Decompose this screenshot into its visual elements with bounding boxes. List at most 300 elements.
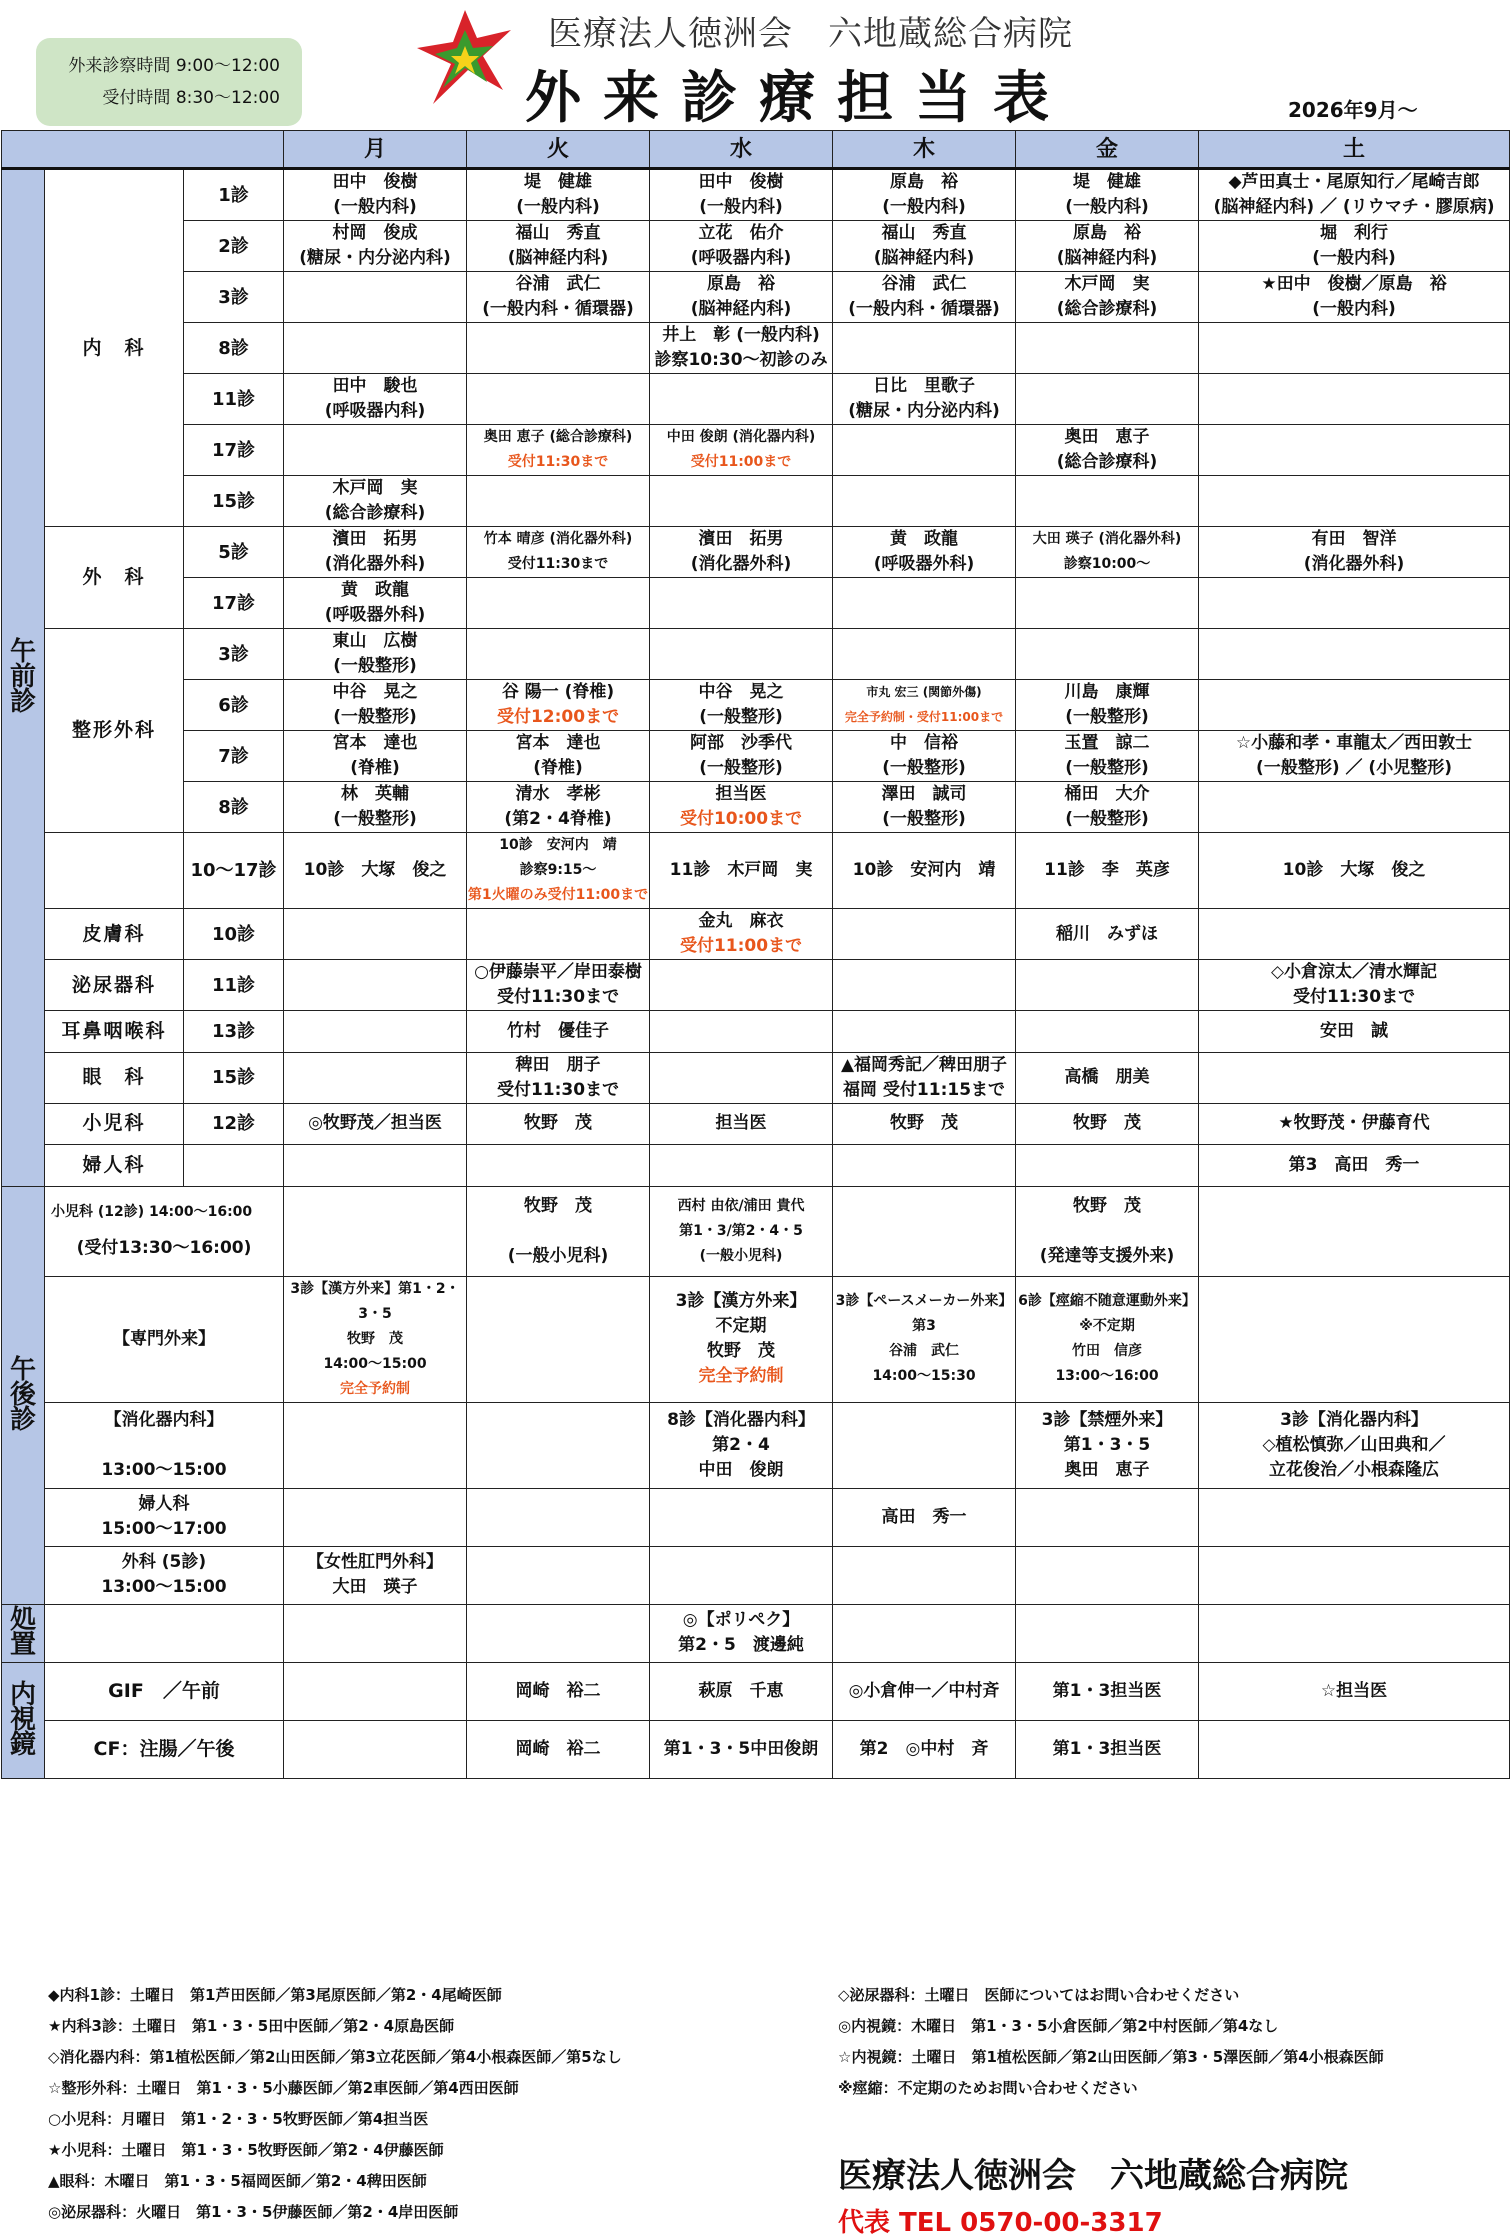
schedule-row (2, 1604, 1510, 1662)
schedule-cell (833, 1720, 1016, 1778)
room-slot: 7診 (184, 731, 284, 782)
schedule-cell (833, 323, 1016, 374)
doctor-entry: 竹本 晴彦 (消化器外科) 受付11:30まで (483, 531, 633, 572)
doctor-entry: 10診 大塚 俊之 (303, 860, 447, 880)
schedule-cell (1016, 1276, 1199, 1402)
doctor-entry: 宮本 達也 (脊椎) (332, 733, 418, 778)
schedule-cell (1016, 1488, 1199, 1546)
schedule-cell (833, 1011, 1016, 1053)
schedule-cell (467, 578, 650, 629)
consultation-hours: 外来診察時間 9:00～12:00 (68, 56, 280, 76)
schedule-cell (284, 731, 467, 782)
consultation-hours-box (36, 38, 302, 126)
schedule-cell (650, 833, 833, 909)
schedule-cell (650, 1720, 833, 1778)
schedule-row (2, 909, 1510, 960)
room-slot (184, 1145, 284, 1187)
reception-note: 完全予約制 (340, 1380, 411, 1397)
dept-name: 婦人科 (45, 1145, 184, 1187)
pm-label-bottom: (受付13:30～16:00) (76, 1237, 252, 1258)
doctor-entry: 高田 秀一 (881, 1506, 967, 1527)
schedule-cell (1016, 1546, 1199, 1604)
doctor-entry: 稲川 みずほ (1056, 923, 1159, 944)
doctor-entry: 原島 裕 (一般内科) (882, 172, 966, 217)
schedule-cell (467, 1662, 650, 1720)
endoscopy-label: GIF ／午前 (45, 1662, 284, 1720)
schedule-cell (284, 909, 467, 960)
schedule-row (2, 782, 1510, 833)
dept-naika: 内 科 (45, 169, 184, 527)
doctor-entry: 市丸 宏三 (関節外傷) (866, 685, 982, 699)
schedule-cell (833, 909, 1016, 960)
schedule-cell (284, 527, 467, 578)
day-header-row (2, 131, 1510, 169)
schedule-cell (833, 680, 1016, 731)
footnote: ◆内科1診：土曜日 第1芦田医師／第3尾原医師／第2・4尾崎医師 (48, 1986, 502, 2004)
schedule-cell (833, 1662, 1016, 1720)
doctor-entry: 谷 陽一 (脊椎) (501, 682, 615, 702)
doctor-entry: 林 英輔 (一般整形) (333, 784, 417, 829)
hospital-name: 医療法人徳洲会 六地蔵総合病院 (548, 14, 1073, 54)
room-slot: 17診 (184, 578, 284, 629)
schedule-cell (1016, 833, 1199, 909)
schedule-cell (650, 1488, 833, 1546)
room-slot: 13診 (184, 1011, 284, 1053)
schedule-cell (1199, 1546, 1510, 1604)
schedule-row (2, 476, 1510, 527)
doctor-entry: 牧野 茂 (発達等支援外来) (1039, 1195, 1175, 1266)
am-block-label: 午 前 診 (2, 169, 45, 1187)
doctor-entry: 8診【消化器内科】 第2・4 中田 俊朗 (667, 1409, 815, 1480)
schedule-cell (467, 221, 650, 272)
schedule-cell (284, 169, 467, 221)
pm-block-label: 午 後 診 (2, 1186, 45, 1604)
reception-note: 受付10:00まで (679, 809, 803, 829)
schedule-cell (467, 374, 650, 425)
schedule-cell (1199, 1488, 1510, 1546)
schedule-cell (650, 1145, 833, 1187)
schedule-cell (833, 629, 1016, 680)
doctor-entry: 大田 瑛子 (消化器外科) 診察10:00～ (1032, 531, 1182, 572)
doctor-entry: 田中 俊樹 (一般内科) (332, 172, 418, 217)
room-slot: 6診 (184, 680, 284, 731)
schedule-row (2, 1720, 1510, 1778)
doctor-entry: ★牧野茂・伊藤育代 (1278, 1113, 1430, 1134)
schedule-cell (1199, 1662, 1510, 1720)
schedule-row (2, 169, 1510, 221)
footnote: ☆内視鏡：土曜日 第1植松医師／第2山田医師／第3・5澤医師／第4小根森医師 (838, 2048, 1384, 2066)
endoscopy-block-label: 内 視 鏡 (2, 1662, 45, 1778)
schedule-cell (833, 272, 1016, 323)
schedule-cell (650, 1011, 833, 1053)
schedule-cell (833, 782, 1016, 833)
doctor-entry: ◆芦田真士・尾原知行／尾崎吉郎 (脳神経内科) ／ (リウマチ・膠原病) (1213, 172, 1495, 217)
doctor-entry: 黄 政龍 (呼吸器外科) (324, 580, 426, 625)
room-slot: 8診 (184, 782, 284, 833)
schedule-row (2, 833, 1510, 909)
doctor-entry: 井上 彰 (一般内科) 診察10:30～初診のみ (654, 325, 828, 370)
doctor-entry: 牧野 茂 (524, 1113, 593, 1134)
footnote: ★小児科：土曜日 第1・3・5牧野医師／第2・4伊藤医師 (48, 2141, 444, 2159)
schedule-cell (1016, 680, 1199, 731)
schedule-cell (467, 782, 650, 833)
schedule-cell (284, 1052, 467, 1103)
doctor-entry: 3診【漢方外来】 不定期 牧野 茂 (675, 1291, 807, 1361)
doctor-entry: 川島 康輝 (一般整形) (1064, 682, 1150, 727)
doctor-entry: 安田 誠 (1320, 1020, 1389, 1041)
doctor-entry: 木戸岡 実 (総合診療科) (1056, 274, 1158, 319)
schedule-cell (1016, 1103, 1199, 1145)
schedule-cell (284, 1488, 467, 1546)
schedule-cell (650, 629, 833, 680)
pm-label-top: 小児科 (12診) 14:00～16:00 (51, 1203, 253, 1220)
schedule-cell (833, 578, 1016, 629)
schedule-cell (1199, 629, 1510, 680)
room-slot: 10～17診 (184, 833, 284, 909)
reception-note: 受付11:30まで (507, 454, 609, 470)
doctor-entry: 原島 裕 (脳神経内科) (1056, 223, 1158, 268)
schedule-cell (1199, 323, 1510, 374)
day-header-fri: 金 (1016, 131, 1199, 169)
pm-label: 外科 (5診) 13:00～15:00 (101, 1552, 227, 1597)
schedule-cell (650, 221, 833, 272)
doctor-entry: 担当医 (715, 1113, 767, 1134)
schedule-cell (467, 960, 650, 1011)
doctor-entry: 玉置 諒二 (一般整形) (1064, 733, 1150, 778)
schedule-cell (833, 1604, 1016, 1662)
doctor-entry: 田中 駿也 (呼吸器内科) (324, 376, 426, 421)
room-slot: 15診 (184, 476, 284, 527)
schedule-cell (650, 527, 833, 578)
schedule-cell (1199, 374, 1510, 425)
schedule-row (2, 1402, 1510, 1488)
schedule-cell (1016, 425, 1199, 476)
schedule-cell (1199, 272, 1510, 323)
schedule-cell (1016, 272, 1199, 323)
doctor-entry: 清水 孝彬 (第2・4脊椎) (504, 784, 612, 829)
reception-note: 受付11:00まで (679, 936, 803, 956)
schedule-cell (1016, 629, 1199, 680)
doctor-entry: 堤 健雄 (一般内科) (516, 172, 600, 217)
doctor-entry: 中 信裕 (一般整形) (882, 733, 966, 778)
pm-row-label (45, 1402, 284, 1488)
schedule-cell (650, 909, 833, 960)
schedule-cell (1016, 578, 1199, 629)
schedule-cell (833, 1402, 1016, 1488)
schedule-cell (467, 1103, 650, 1145)
schedule-cell (284, 1011, 467, 1053)
dept-name: 泌尿器科 (45, 960, 184, 1011)
schedule-cell (1016, 1604, 1199, 1662)
schedule-cell (1199, 731, 1510, 782)
schedule-cell (1199, 169, 1510, 221)
day-header-sat: 土 (1199, 131, 1510, 169)
schedule-cell (467, 909, 650, 960)
doctor-entry: 【女性肛門外科】 大田 瑛子 (307, 1552, 444, 1597)
doctor-entry: 宮本 達也 (脊椎) (515, 733, 601, 778)
schedule-cell (1199, 1402, 1510, 1488)
schedule-cell (284, 374, 467, 425)
schedule-cell (467, 1402, 650, 1488)
day-header-wed: 水 (650, 131, 833, 169)
doctor-entry: 3診【禁煙外来】 第1・3・5 奥田 恵子 (1041, 1409, 1173, 1480)
doctor-entry: 日比 里歌子 (糖尿・内分泌内科) (848, 376, 1000, 421)
room-slot: 12診 (184, 1103, 284, 1145)
schedule-cell (467, 1604, 650, 1662)
pm-label: 【消化器内科】 13:00～15:00 (101, 1409, 227, 1480)
doctor-entry: 岡崎 裕二 (515, 1680, 601, 1701)
schedule-cell (467, 1011, 650, 1053)
doctor-entry: ◎牧野茂／担当医 (308, 1113, 442, 1134)
footer-hospital-name: 医療法人徳洲会 六地蔵総合病院 (838, 2156, 1348, 2196)
schedule-cell (1199, 1011, 1510, 1053)
footnote: ◎内視鏡：木曜日 第1・3・5小倉医師／第2中村医師／第4なし (838, 2017, 1279, 2035)
footnotes-left (48, 1980, 622, 2228)
schedule-row (2, 1488, 1510, 1546)
doctor-entry: 萩原 千恵 (698, 1680, 784, 1701)
schedule-cell (284, 680, 467, 731)
doctor-entry: 牧野 茂 (890, 1113, 959, 1134)
footnote: ◇泌尿器科：土曜日 医師についてはお問い合わせください (838, 1986, 1240, 2004)
doctor-entry: 田中 俊樹 (一般内科) (698, 172, 784, 217)
schedule-cell (1199, 680, 1510, 731)
schedule-cell (1199, 578, 1510, 629)
doctor-entry: 福山 秀直 (脳神経内科) (873, 223, 975, 268)
schedule-row (2, 1276, 1510, 1402)
doctor-entry: 第3 高田 秀一 (1288, 1154, 1420, 1175)
schedule-cell (1016, 731, 1199, 782)
doctor-entry: ◎小倉伸一／中村斉 (848, 1680, 1000, 1701)
schedule-cell (833, 1546, 1016, 1604)
dept-seikei: 整形外科 (45, 629, 184, 833)
schedule-cell (1016, 1052, 1199, 1103)
schedule-cell (650, 782, 833, 833)
schedule-cell (833, 1276, 1016, 1402)
schedule-cell (284, 1720, 467, 1778)
schedule-cell (1016, 909, 1199, 960)
pm-row-label (45, 1488, 284, 1546)
schedule-row (2, 578, 1510, 629)
schedule-cell (284, 1145, 467, 1187)
schedule-row (2, 425, 1510, 476)
schedule-cell (650, 578, 833, 629)
schedule-cell (833, 169, 1016, 221)
doctor-entry: 村岡 俊成 (糖尿・内分泌内科) (299, 223, 451, 268)
effective-date: 2026年9月～ (1288, 98, 1418, 122)
dept-name: 眼 科 (45, 1052, 184, 1103)
schedule-cell (1016, 960, 1199, 1011)
dept-name: 皮膚科 (45, 909, 184, 960)
schedule-cell (1016, 323, 1199, 374)
schedule-cell (650, 680, 833, 731)
schedule-row (2, 1546, 1510, 1604)
doctor-entry: 黄 政龍 (呼吸器外科) (873, 529, 975, 574)
schedule-cell (467, 323, 650, 374)
doctor-entry: ◎【ポリペク】 第2・5 渡邊純 (678, 1610, 804, 1655)
schedule-cell (650, 169, 833, 221)
schedule-cell (650, 731, 833, 782)
schedule-cell (833, 1052, 1016, 1103)
doctor-entry: 立花 佑介 (呼吸器内科) (690, 223, 792, 268)
doctor-entry: ○伊藤崇平／岸田泰樹 受付11:30まで (474, 962, 642, 1007)
schedule-cell (833, 1186, 1016, 1276)
room-slot: 11診 (184, 960, 284, 1011)
schedule-row (2, 1186, 1510, 1276)
doctor-entry: 奥田 恵子 (総合診療科) (483, 429, 633, 445)
schedule-row (2, 1103, 1510, 1145)
doctor-entry: 竹村 優佳子 (507, 1020, 610, 1041)
schedule-cell (833, 960, 1016, 1011)
schedule-cell (650, 1276, 833, 1402)
schedule-cell (650, 1402, 833, 1488)
schedule-row (2, 323, 1510, 374)
schedule-cell (284, 782, 467, 833)
schedule-cell (1016, 1402, 1199, 1488)
doctor-entry: 阿部 沙季代 (一般整形) (690, 733, 793, 778)
schedule-row (2, 1011, 1510, 1053)
shochi-label (45, 1604, 284, 1662)
room-slot: 3診 (184, 272, 284, 323)
doctor-entry: 10診 安河内 靖 (852, 860, 996, 880)
schedule-cell (1199, 782, 1510, 833)
doctor-entry: 担当医 (715, 784, 767, 804)
schedule-cell (1016, 1186, 1199, 1276)
schedule-cell (1016, 374, 1199, 425)
endoscopy-label: CF：注腸／午後 (45, 1720, 284, 1778)
schedule-cell (1199, 425, 1510, 476)
schedule-cell (650, 1103, 833, 1145)
doctor-entry: 第1・3担当医 (1052, 1738, 1162, 1759)
day-header-mon: 月 (284, 131, 467, 169)
doctor-entry: 谷浦 武仁 (一般内科・循環器) (848, 274, 1000, 319)
schedule-cell (467, 1145, 650, 1187)
schedule-cell (650, 323, 833, 374)
room-slot: 3診 (184, 629, 284, 680)
schedule-table (1, 130, 1510, 1779)
schedule-cell (284, 629, 467, 680)
schedule-cell (467, 1276, 650, 1402)
schedule-cell (284, 476, 467, 527)
schedule-cell (650, 1662, 833, 1720)
schedule-cell (1016, 782, 1199, 833)
footnote: ▲眼科：木曜日 第1・3・5福岡医師／第2・4稗田医師 (48, 2172, 427, 2190)
pm-row-label (45, 1186, 284, 1276)
doctor-entry: 3診【ペースメーカー外来】 第3 谷浦 武仁 14:00～15:30 (835, 1293, 1013, 1384)
schedule-cell (1199, 960, 1510, 1011)
schedule-cell (467, 169, 650, 221)
dept-name: 耳鼻咽喉科 (45, 1011, 184, 1053)
schedule-cell (284, 323, 467, 374)
schedule-cell (833, 374, 1016, 425)
schedule-cell (1016, 1145, 1199, 1187)
schedule-cell (1199, 1145, 1510, 1187)
schedule-cell (833, 833, 1016, 909)
day-header-tue: 火 (467, 131, 650, 169)
schedule-cell (1199, 833, 1510, 909)
schedule-cell (467, 476, 650, 527)
schedule-row (2, 272, 1510, 323)
schedule-cell (1199, 1052, 1510, 1103)
schedule-cell (833, 1145, 1016, 1187)
doctor-entry: 奥田 恵子 (総合診療科) (1056, 427, 1158, 472)
doctor-entry: 11診 李 英彦 (1044, 860, 1170, 880)
schedule-cell (284, 1546, 467, 1604)
reception-hours: 受付時間 8:30～12:00 (102, 88, 280, 108)
doctor-entry: 西村 由依/浦田 貴代 第1・3/第2・4・5 (一般小児科) (677, 1197, 805, 1264)
footnote: ◇消化器内科：第1植松医師／第2山田医師／第3立花医師／第4小根森医師／第5なし (48, 2048, 622, 2066)
schedule-cell (467, 1052, 650, 1103)
schedule-cell (467, 1720, 650, 1778)
schedule-cell (650, 272, 833, 323)
doctor-entry: 11診 木戸岡 実 (669, 860, 813, 880)
doctor-entry: 濱田 拓男 (消化器外科) (324, 529, 426, 574)
schedule-cell (1199, 1186, 1510, 1276)
schedule-row (2, 527, 1510, 578)
schedule-cell (833, 731, 1016, 782)
schedule-cell (284, 221, 467, 272)
schedule-cell (467, 1488, 650, 1546)
schedule-cell (833, 425, 1016, 476)
doctor-entry: 牧野 茂 (1073, 1113, 1142, 1134)
doctor-entry: 高橋 朋美 (1064, 1067, 1150, 1087)
doctor-entry: 3診【消化器内科】 ◇植松慎弥／山田典和／ 立花俊治／小根森隆広 (1262, 1409, 1446, 1480)
doctor-entry: 第2 ◎中村 斉 (859, 1738, 989, 1759)
schedule-cell (284, 1276, 467, 1402)
schedule-cell (467, 425, 650, 476)
schedule-cell (650, 1052, 833, 1103)
hospital-logo (413, 8, 518, 108)
schedule-cell (1199, 527, 1510, 578)
schedule-row (2, 221, 1510, 272)
schedule-cell (650, 425, 833, 476)
schedule-row (2, 960, 1510, 1011)
day-header-thu: 木 (833, 131, 1016, 169)
schedule-cell (650, 476, 833, 527)
doctor-entry: 中谷 晃之 (一般整形) (698, 682, 784, 727)
pm-row-label (45, 1276, 284, 1402)
dept-geka: 外 科 (45, 527, 184, 629)
schedule-cell (1016, 169, 1199, 221)
schedule-cell (650, 960, 833, 1011)
schedule-row (2, 731, 1510, 782)
schedule-cell (1199, 1720, 1510, 1778)
schedule-cell (650, 1604, 833, 1662)
schedule-cell (1199, 1604, 1510, 1662)
room-slot: 11診 (184, 374, 284, 425)
schedule-cell (650, 1186, 833, 1276)
schedule-cell (284, 578, 467, 629)
doctor-entry: 第1・3・5中田俊朗 (663, 1738, 819, 1759)
doctor-entry: 福山 秀直 (脳神経内科) (507, 223, 609, 268)
room-slot: 2診 (184, 221, 284, 272)
pm-row-label (45, 1546, 284, 1604)
schedule-cell (284, 1186, 467, 1276)
doctor-entry: 木戸岡 実 (総合診療科) (324, 478, 426, 523)
doctor-entry: 澤田 誠司 (一般整形) (881, 784, 967, 829)
doctor-entry: 濱田 拓男 (消化器外科) (690, 529, 792, 574)
shochi-block-label: 処 置 (2, 1604, 45, 1662)
dept-name: 小児科 (45, 1103, 184, 1145)
dept-seikei-blank (45, 833, 184, 909)
doctor-entry: 堤 健雄 (一般内科) (1065, 172, 1149, 217)
doctor-entry: 原島 裕 (脳神経内科) (690, 274, 792, 319)
schedule-cell (467, 527, 650, 578)
schedule-cell (1199, 476, 1510, 527)
doctor-entry: ☆小藤和孝・車龍太／西田敦士 (一般整形) ／ (小児整形) (1235, 733, 1473, 778)
schedule-cell (467, 731, 650, 782)
doctor-entry: ☆担当医 (1320, 1680, 1388, 1701)
schedule-row (2, 1662, 1510, 1720)
